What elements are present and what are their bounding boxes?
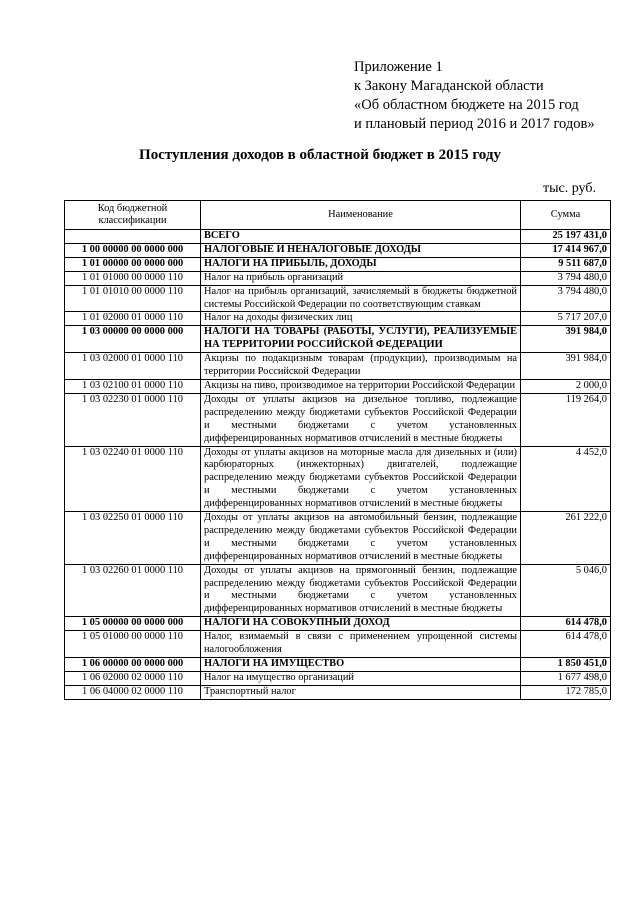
header-name: Наименование <box>201 201 521 230</box>
table-row <box>65 312 611 326</box>
row-code <box>65 230 201 244</box>
row-code: 1 03 02000 01 0000 110 <box>65 353 201 380</box>
row-name: ВСЕГО <box>201 230 521 244</box>
table-header-row <box>65 201 611 230</box>
appendix-line: Приложение 1 <box>354 59 443 75</box>
table-row <box>65 257 611 271</box>
table-row <box>65 393 611 446</box>
row-code: 1 03 02260 01 0000 110 <box>65 564 201 617</box>
row-sum: 17 414 967,0 <box>521 243 611 257</box>
row-sum: 5 046,0 <box>521 564 611 617</box>
row-code: 1 03 02240 01 0000 110 <box>65 446 201 512</box>
row-sum: 25 197 431,0 <box>521 230 611 244</box>
table-row <box>65 446 611 512</box>
appendix-line: «Об областном бюджете на 2015 год <box>354 97 579 113</box>
table-row <box>65 326 611 353</box>
row-name: Налог на прибыль организаций <box>201 271 521 285</box>
row-name: Акцизы по подакцизным товарам (продукции), производимым на территории Российской Федерации <box>201 353 521 380</box>
row-code: 1 06 04000 02 0000 110 <box>65 685 201 699</box>
row-name: Доходы от уплаты акцизов на прямогонный бензин, подлежащие распределению между бюджетами субъектов Российской Федерации и местными бюджетами с учетом установленных дифференцированных нормативов отчислений в местные бюджеты <box>201 564 521 617</box>
row-code: 1 06 02000 02 0000 110 <box>65 671 201 685</box>
table-row <box>65 512 611 565</box>
row-code: 1 01 02000 01 0000 110 <box>65 312 201 326</box>
row-sum: 391 984,0 <box>521 326 611 353</box>
header-code: Код бюджетной классификации <box>65 201 201 230</box>
appendix-line: к Закону Магаданской области <box>354 78 544 94</box>
appendix-header <box>354 58 634 134</box>
row-sum: 1 677 498,0 <box>521 671 611 685</box>
row-code: 1 05 01000 00 0000 110 <box>65 631 201 658</box>
table-row <box>65 243 611 257</box>
table-row <box>65 671 611 685</box>
row-sum: 119 264,0 <box>521 393 611 446</box>
appendix-line: и плановый период 2016 и 2017 годов» <box>354 116 595 132</box>
row-name: Налог на имущество организаций <box>201 671 521 685</box>
row-code: 1 03 02100 01 0000 110 <box>65 379 201 393</box>
row-code: 1 00 00000 00 0000 000 <box>65 243 201 257</box>
table-row <box>65 564 611 617</box>
row-sum: 614 478,0 <box>521 631 611 658</box>
row-code: 1 03 02230 01 0000 110 <box>65 393 201 446</box>
row-name: Доходы от уплаты акцизов на автомобильный бензин, подлежащие распределению между бюджетами субъектов Российской Федерации и местными бюджетами с учетом установленных дифференцированных нормативов отчислений в местные бюджеты <box>201 512 521 565</box>
row-sum: 4 452,0 <box>521 446 611 512</box>
row-sum: 2 000,0 <box>521 379 611 393</box>
row-sum: 3 794 480,0 <box>521 271 611 285</box>
row-name: Транспортный налог <box>201 685 521 699</box>
row-sum: 3 794 480,0 <box>521 285 611 312</box>
row-sum: 261 222,0 <box>521 512 611 565</box>
row-name: Налог на доходы физических лиц <box>201 312 521 326</box>
row-name: НАЛОГИ НА СОВОКУПНЫЙ ДОХОД <box>201 617 521 631</box>
row-sum: 5 717 207,0 <box>521 312 611 326</box>
row-sum: 391 984,0 <box>521 353 611 380</box>
unit-label: тыс. руб. <box>543 181 596 196</box>
table-row <box>65 617 611 631</box>
row-name: Акцизы на пиво, производимое на территории Российской Федерации <box>201 379 521 393</box>
row-name: Доходы от уплаты акцизов на дизельное топливо, подлежащие распределению между бюджетами субъектов Российской Федерации и местными бюджетами с учетом установленных дифференцированных нормативов отчислений в местные бюджеты <box>201 393 521 446</box>
table-row <box>65 230 611 244</box>
table-row <box>65 379 611 393</box>
row-code: 1 06 00000 00 0000 000 <box>65 658 201 672</box>
row-sum: 1 850 451,0 <box>521 658 611 672</box>
row-sum: 614 478,0 <box>521 617 611 631</box>
row-name: НАЛОГОВЫЕ И НЕНАЛОГОВЫЕ ДОХОДЫ <box>201 243 521 257</box>
row-sum: 172 785,0 <box>521 685 611 699</box>
row-name: Налог, взимаемый в связи с применением упрощенной системы налогообложения <box>201 631 521 658</box>
table-row <box>65 631 611 658</box>
row-code: 1 01 00000 00 0000 000 <box>65 257 201 271</box>
row-name: НАЛОГИ НА ПРИБЫЛЬ, ДОХОДЫ <box>201 257 521 271</box>
row-sum: 9 511 687,0 <box>521 257 611 271</box>
table-body <box>65 230 611 700</box>
table-row <box>65 285 611 312</box>
table-row <box>65 658 611 672</box>
row-name: Доходы от уплаты акцизов на моторные масла для дизельных и (или) карбюраторных (инжекторных) двигателей, подлежащие распределению между бюджетами субъектов Российской Федерации и местными бюджетами с учетом установленных дифференцированных нормативов отчислений в местные бюджеты <box>201 446 521 512</box>
row-code: 1 03 02250 01 0000 110 <box>65 512 201 565</box>
row-name: Налог на прибыль организаций, зачисляемый в бюджеты бюджетной системы Российской Федерации по соответствующим ставкам <box>201 285 521 312</box>
header-sum: Сумма <box>521 201 611 230</box>
table-row <box>65 271 611 285</box>
row-code: 1 05 00000 00 0000 000 <box>65 617 201 631</box>
row-code: 1 01 01010 00 0000 110 <box>65 285 201 312</box>
row-name: НАЛОГИ НА ТОВАРЫ (РАБОТЫ, УСЛУГИ), РЕАЛИЗУЕМЫЕ НА ТЕРРИТОРИИ РОССИЙСКОЙ ФЕДЕРАЦИИ <box>201 326 521 353</box>
document-title: Поступления доходов в областной бюджет в 2015 году <box>139 147 501 163</box>
table-row <box>65 353 611 380</box>
row-code: 1 01 01000 00 0000 110 <box>65 271 201 285</box>
table-row <box>65 685 611 699</box>
revenue-table <box>64 200 611 700</box>
row-name: НАЛОГИ НА ИМУЩЕСТВО <box>201 658 521 672</box>
row-code: 1 03 00000 00 0000 000 <box>65 326 201 353</box>
